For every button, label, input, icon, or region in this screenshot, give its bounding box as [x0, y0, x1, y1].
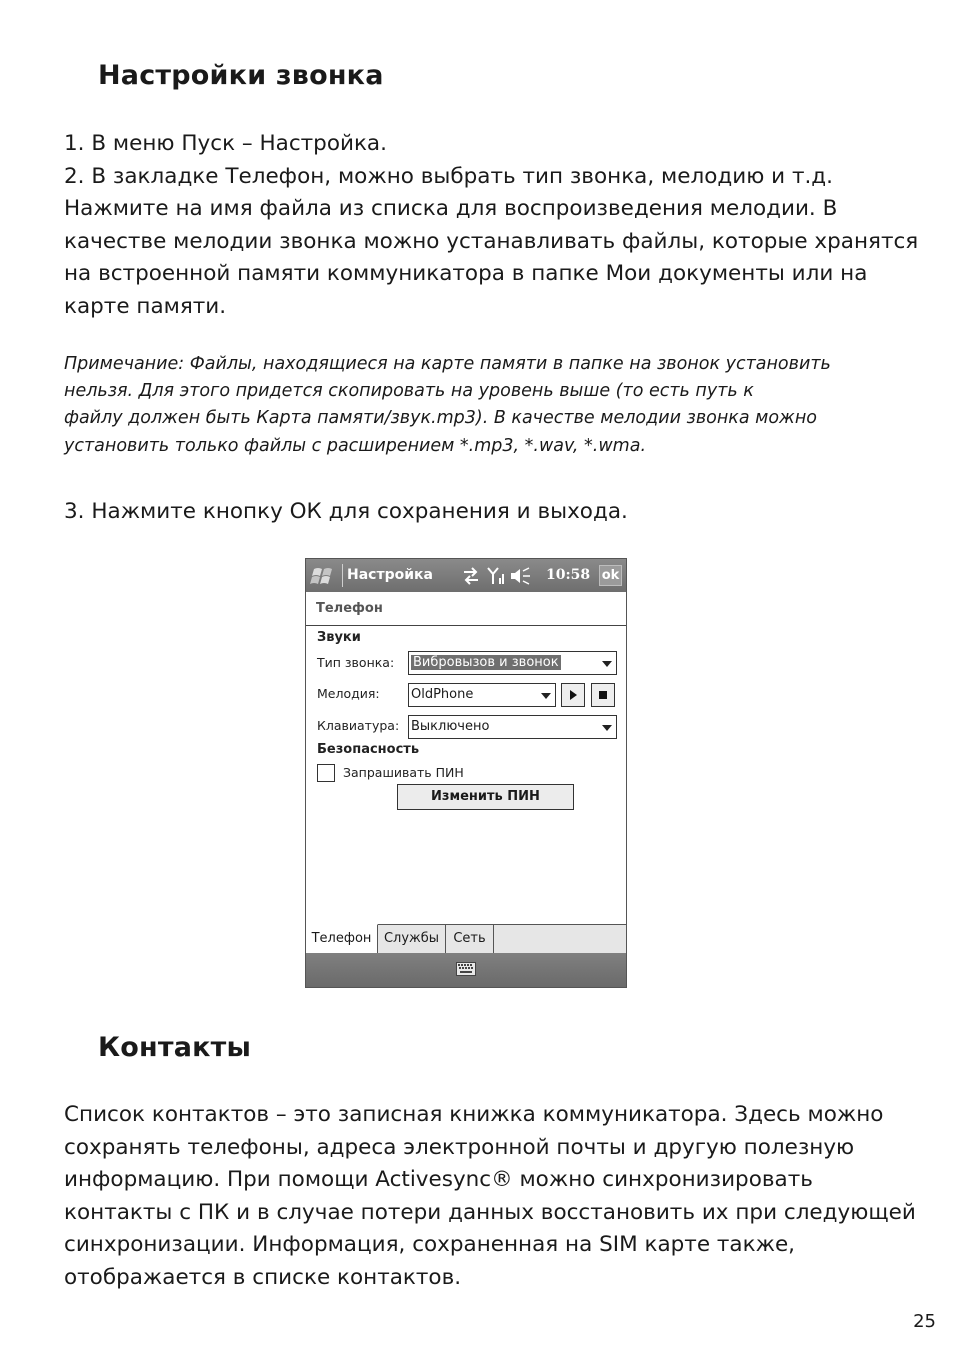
pda-app-title: Настройка — [347, 567, 433, 583]
contacts-paragraph — [64, 1099, 924, 1294]
sync-arrows-icon[interactable] — [464, 568, 478, 584]
text-line: карте памяти. — [64, 293, 227, 319]
text-line: контакты с ПК и в случае потери данных восстановить их при следующей — [64, 1199, 916, 1225]
change-pin-button[interactable]: Изменить ПИН — [397, 784, 574, 810]
pda-menu-bar — [306, 953, 626, 987]
play-icon — [562, 684, 584, 706]
keypad-dropdown[interactable] — [408, 715, 617, 739]
pda-settings-screenshot — [305, 558, 627, 988]
text-line: отображается в списке контактов. — [64, 1264, 462, 1290]
steps-paragraph — [64, 128, 924, 323]
heading-contacts: Контакты — [98, 1032, 252, 1063]
signal-antenna-icon[interactable] — [488, 568, 504, 584]
status-icons — [462, 566, 532, 586]
ring-type-label: Тип звонка: — [317, 655, 395, 670]
clock-time[interactable]: 10:58 — [546, 567, 591, 583]
sounds-header: Звуки — [317, 630, 361, 645]
title-separator — [342, 564, 343, 587]
pda-title-bar — [306, 559, 626, 592]
text-line: Нажмите на имя файла из списка для воспроизведения мелодии. В — [64, 196, 838, 221]
melody-dropdown[interactable] — [408, 683, 556, 707]
text-line: 2. В закладке Телефон, можно выбрать тип звонка, мелодию и т.д. — [64, 163, 834, 189]
ask-pin-label: Запрашивать ПИН — [343, 765, 464, 780]
heading-ring-settings: Настройки звонка — [98, 60, 384, 91]
section-divider — [306, 625, 626, 626]
chevron-down-icon — [602, 725, 612, 731]
text-line: на встроенной памяти коммуникатора в папке Мои документы или на — [64, 261, 868, 286]
keypad-value: Выключено — [411, 719, 490, 734]
chevron-down-icon — [541, 693, 551, 699]
keyboard-icon[interactable] — [456, 962, 476, 976]
note-paragraph — [64, 351, 924, 460]
text-line: 1. В меню Пуск – Настройка. — [64, 131, 387, 156]
note-line: Примечание: Файлы, находящиеся на карте памяти в папке на звонок установить — [64, 354, 831, 374]
text-line: Список контактов – это записная книжка коммуникатора. Здесь можно — [64, 1102, 884, 1127]
play-button[interactable] — [561, 683, 585, 707]
chevron-down-icon — [602, 661, 612, 667]
tab-services[interactable]: Службы — [378, 924, 446, 953]
text-line: сохранять телефоны, адреса электронной почты и другую полезную — [64, 1134, 855, 1160]
ask-pin-checkbox[interactable] — [317, 764, 335, 782]
text-line: информацию. При помощи Activesync® можно синхронизировать — [64, 1167, 813, 1192]
speaker-icon[interactable] — [511, 568, 530, 584]
text-line: качестве мелодии звонка можно устанавливать файлы, которые хранятся — [64, 228, 919, 254]
melody-label: Мелодия: — [317, 686, 380, 701]
step3-paragraph — [64, 496, 924, 529]
note-line: установить только файлы с расширением *.mp3, *.wav, *.wma. — [64, 435, 647, 456]
stop-icon — [592, 684, 614, 706]
stop-button[interactable] — [591, 683, 615, 707]
text-line: 3. Нажмите кнопку ОК для сохранения и выхода. — [64, 499, 628, 524]
tab-phone[interactable]: Телефон — [306, 924, 378, 953]
ring-type-dropdown[interactable] — [408, 651, 617, 675]
ring-type-value: Вибровызов и звонок — [413, 655, 559, 670]
page-number: 25 — [913, 1311, 936, 1332]
text-line: синхронизации. Информация, сохраненная на SIM карте также, — [64, 1232, 795, 1257]
security-header: Безопасность — [317, 742, 420, 757]
note-line: файлу должен быть Карта памяти/звук.mp3). В качестве мелодии звонка можно — [64, 408, 817, 429]
keypad-label: Клавиатура: — [317, 718, 400, 733]
windows-flag-icon[interactable] — [310, 565, 338, 587]
melody-value: OldPhone — [411, 687, 474, 702]
ok-button[interactable]: ok — [599, 565, 622, 586]
tab-network[interactable]: Сеть — [446, 924, 494, 953]
section-title: Телефон — [316, 601, 383, 616]
note-line: нельзя. Для этого придется скопировать на уровень выше (то есть путь к — [64, 381, 754, 402]
